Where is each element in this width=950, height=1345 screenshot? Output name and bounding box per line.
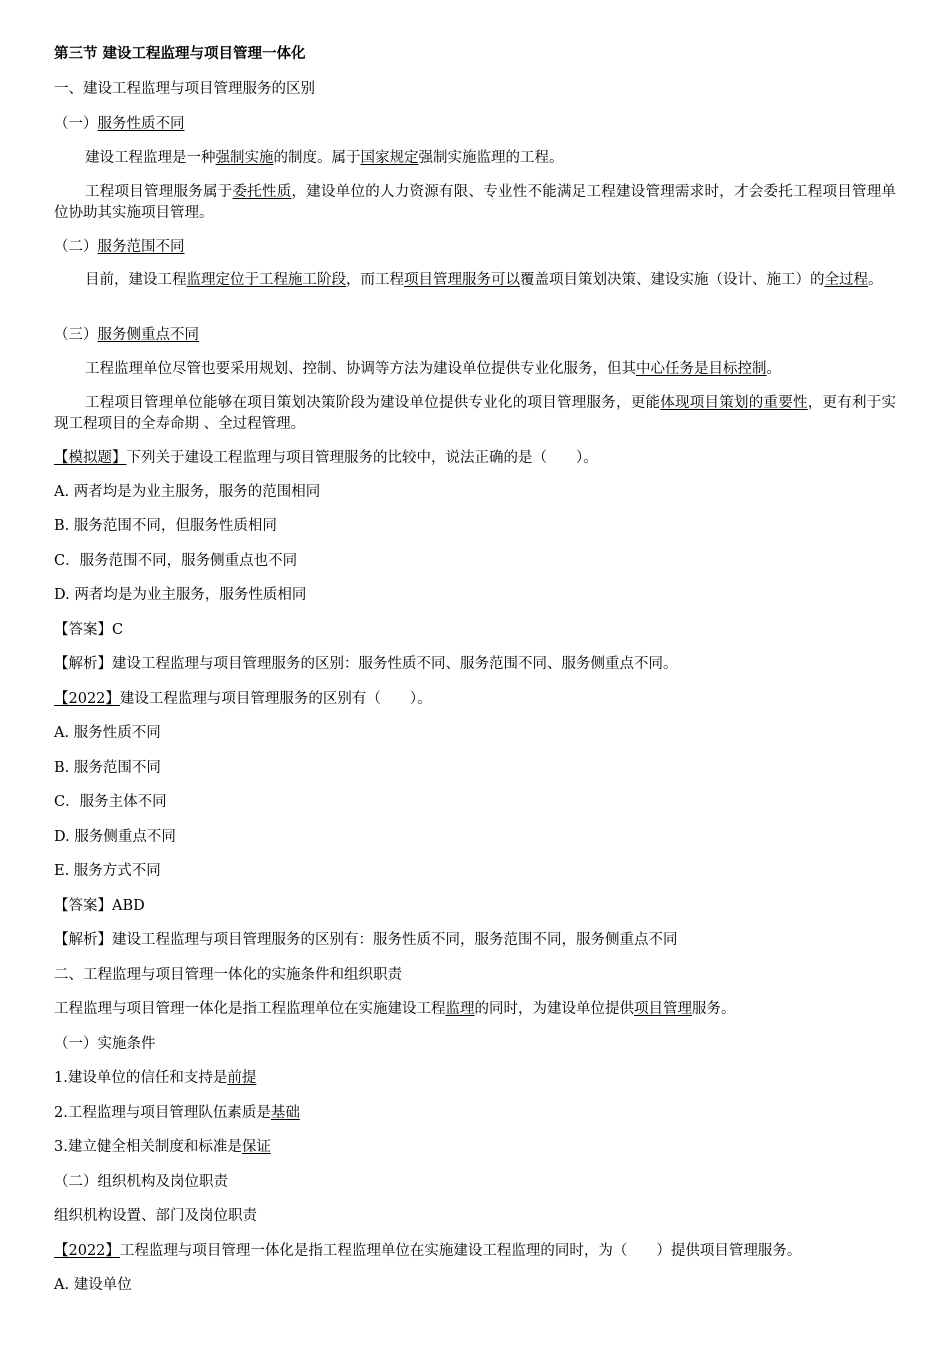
question-2-analysis: 【解析】建设工程监理与项目管理服务的区别有：服务性质不同，服务范围不同，服务侧重点不同 xyxy=(54,932,678,948)
paragraph-pm-focus: 工程项目管理单位能够在项目策划决策阶段为建设单位提供专业化的项目管理服务，更能体现项目策划的重要性，更有利于实现工程项目的全寿命期 、全过程管理。 xyxy=(54,395,896,432)
question-2-option-e: E. 服务方式不同 xyxy=(54,863,161,879)
key-term: 项目管理服务可以 xyxy=(404,272,520,288)
key-term: 监理定位于工程施工阶段 xyxy=(186,272,346,288)
question-2-stem: 【2022】建设工程监理与项目管理服务的区别有（ ）。 xyxy=(54,691,432,707)
question-2-option-a: A. 服务性质不同 xyxy=(54,725,161,741)
question-tag: 【模拟题】 xyxy=(54,450,127,466)
heading-2: 二、工程监理与项目管理一体化的实施条件和组织职责 xyxy=(54,967,402,983)
question-1-option-b: B. 服务范围不同，但服务性质相同 xyxy=(54,518,277,534)
question-1-answer: 【答案】C xyxy=(54,622,124,638)
question-2-option-b: B. 服务范围不同 xyxy=(54,760,161,776)
question-1-option-a: A. 两者均是为业主服务，服务的范围相同 xyxy=(54,484,321,500)
section-title: 第三节 建设工程监理与项目管理一体化 xyxy=(54,45,306,62)
subheading-scope: （二）服务范围不同 xyxy=(54,239,185,255)
paragraph-pm-nature: 工程项目管理服务属于委托性质，建设单位的人力资源有限、专业性不能满足工程建设管理需求时，才会委托工程项目管理单位协助其实施项目管理。 xyxy=(54,184,896,221)
condition-item: 1.建设单位的信任和支持是前提 xyxy=(54,1070,257,1086)
question-tag: 【2022】 xyxy=(54,1243,120,1259)
paragraph-integration-definition: 工程监理与项目管理一体化是指工程监理单位在实施建设工程监理的同时，为建设单位提供项目管理服务。 xyxy=(54,1001,736,1017)
question-3-option-a: A. 建设单位 xyxy=(54,1277,132,1293)
key-term: 体现项目策划的重要性 xyxy=(660,395,808,411)
question-2-option-c: C．服务主体不同 xyxy=(54,794,167,810)
paragraph-supervision-nature: 建设工程监理是一种强制实施的制度。属于国家规定强制实施监理的工程。 xyxy=(85,150,564,166)
question-3-stem: 【2022】工程监理与项目管理一体化是指工程监理单位在实施建设工程监理的同时，为（ ）提供项目管理服务。 xyxy=(54,1243,802,1259)
question-2-answer: 【答案】ABD xyxy=(54,898,145,914)
subheading-conditions: （一）实施条件 xyxy=(54,1036,156,1052)
key-term: 保证 xyxy=(241,1139,271,1155)
heading-1: 一、建设工程监理与项目管理服务的区别 xyxy=(54,81,315,97)
subheading-organization: （二）组织机构及岗位职责 xyxy=(54,1174,228,1190)
paragraph-supervision-focus: 工程监理单位尽管也要采用规划、控制、协调等方法为建设单位提供专业化服务，但其中心任务是目标控制。 xyxy=(85,361,781,377)
question-1-stem: 【模拟题】下列关于建设工程监理与项目管理服务的比较中，说法正确的是（ ）。 xyxy=(54,450,598,466)
question-1-analysis: 【解析】建设工程监理与项目管理服务的区别：服务性质不同、服务范围不同、服务侧重点不同。 xyxy=(54,656,678,672)
paragraph-organization: 组织机构设置、部门及岗位职责 xyxy=(54,1208,257,1224)
key-term: 中心任务是目标控制 xyxy=(636,361,767,377)
key-term: 基础 xyxy=(270,1105,300,1121)
key-term: 国家规定 xyxy=(360,150,419,166)
condition-item: 3.建立健全相关制度和标准是保证 xyxy=(54,1139,271,1155)
question-1-option-d: D. 两者均是为业主服务，服务性质相同 xyxy=(54,587,307,603)
subheading-nature: （一）服务性质不同 xyxy=(54,116,185,132)
question-1-option-c: C．服务范围不同，服务侧重点也不同 xyxy=(54,553,298,569)
question-2-option-d: D. 服务侧重点不同 xyxy=(54,829,176,845)
key-term: 项目管理 xyxy=(634,1001,692,1017)
paragraph-scope: 目前，建设工程监理定位于工程施工阶段，而工程项目管理服务可以覆盖项目策划决策、建设实施（设计、施工）的全过程。 xyxy=(85,272,883,288)
key-term: 监理 xyxy=(445,1001,475,1017)
key-term: 全过程 xyxy=(824,272,868,288)
key-term: 委托性质 xyxy=(232,184,292,200)
subheading-focus: （三）服务侧重点不同 xyxy=(54,327,199,343)
condition-item: 2.工程监理与项目管理队伍素质是基础 xyxy=(54,1105,300,1121)
question-tag: 【2022】 xyxy=(54,691,120,707)
key-term: 前提 xyxy=(227,1070,257,1086)
key-term: 强制实施 xyxy=(215,150,274,166)
